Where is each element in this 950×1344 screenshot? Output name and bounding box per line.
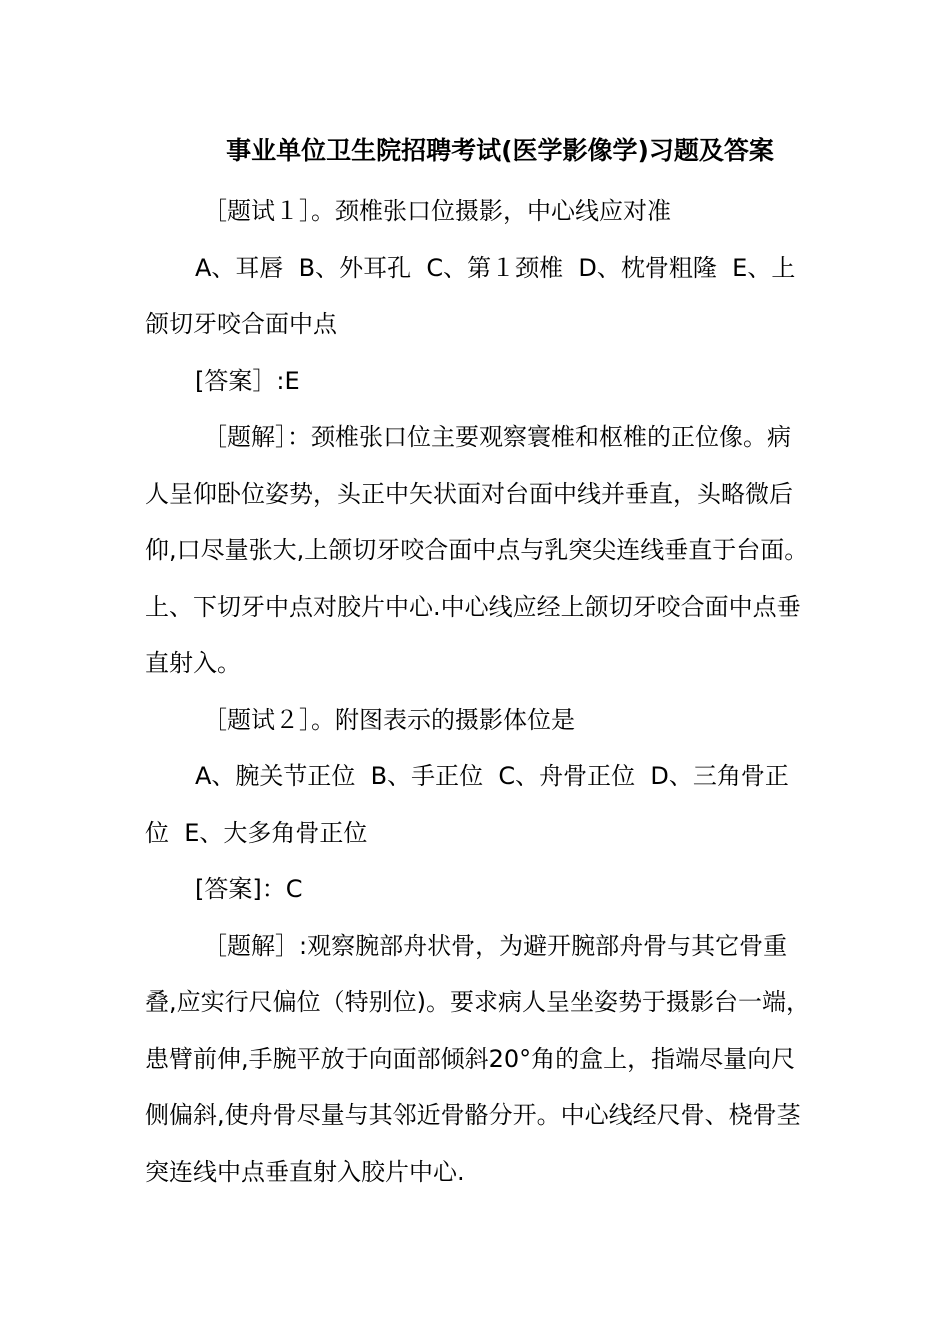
question-2-explanation: ［题解］:观察腕部舟状骨，为避开腕部舟骨与其它骨重叠,应实行尺偏位（特别位)。要求病人呈坐姿势于摄影台一端，患臂前伸,手腕平放于向面部倾斜20°角的盒上，指端尽量向尺侧偏斜,使舟骨尽量与其邻近骨骼分开。中心线经尺骨、桡骨茎突连线中点垂直射入胶片中心. (145, 931, 810, 1186)
document-body (145, 183, 810, 1200)
question-1-stem: ［题试１］。颈椎张口位摄影，中心线应对准 (203, 197, 671, 225)
document-title: 事业单位卫生院招聘考试(医学影像学)习题及答案 (226, 136, 774, 165)
question-2-answer: [答案]：C (195, 875, 303, 903)
question-1-options: A、耳唇 B、外耳孔 C、第１颈椎 D、枕骨粗隆 E、上颌切牙咬合面中点 (145, 253, 796, 338)
question-1-answer: [答案］:E (195, 366, 300, 395)
question-1-explanation: ［题解］：颈椎张口位主要观察寰椎和枢椎的正位像。病人呈仰卧位姿势，头正中矢状面对台面中线并垂直，头略微后仰,口尽量张大,上颌切牙咬合面中点与乳突尖连线垂直于台面。上、下切牙中点对胶片中心.中心线应经上颌切牙咬合面中点垂直射入。 (145, 423, 809, 677)
question-2-options: A、腕关节正位 B、手正位 C、舟骨正位 D、三角骨正位 E、大多角骨正位 (145, 762, 789, 847)
question-2-stem: ［题试２］。附图表示的摄影体位是 (203, 705, 575, 734)
